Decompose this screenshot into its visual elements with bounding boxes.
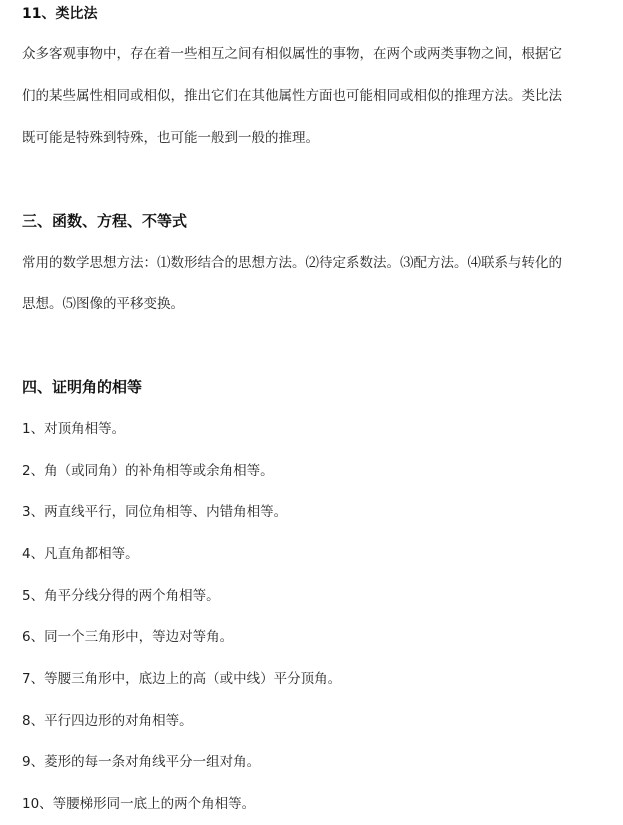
analogy-paragraph-line: 众多客观事物中，存在着一些相互之间有相似属性的事物，在两个或两类事物之间，根据它 [22, 46, 562, 62]
list-item: 2、角（或同角）的补角相等或余角相等。 [22, 463, 274, 479]
list-item: 7、等腰三角形中，底边上的高（或中线）平分顶角。 [22, 671, 342, 687]
list-item: 1、对顶角相等。 [22, 421, 126, 437]
section-heading-angles: 四、证明角的相等 [22, 378, 143, 396]
list-item: 8、平行四边形的对角相等。 [22, 713, 193, 729]
list-item: 6、同一个三角形中，等边对等角。 [22, 629, 234, 645]
list-item: 5、角平分线分得的两个角相等。 [22, 588, 220, 604]
functions-paragraph-line: 常用的数学思想方法：⑴数形结合的思想方法。⑵待定系数法。⑶配方法。⑷联系与转化的 [22, 255, 562, 271]
list-item: 3、两直线平行，同位角相等、内错角相等。 [22, 504, 288, 520]
analogy-paragraph-line: 们的某些属性相同或相似，推出它们在其他属性方面也可能相同或相似的推理方法。类比法 [22, 88, 562, 104]
section-heading-functions: 三、函数、方程、不等式 [22, 212, 188, 230]
list-item: 9、菱形的每一条对角线平分一组对角。 [22, 754, 261, 770]
section-heading-analogy: 11、类比法 [22, 6, 98, 22]
list-item: 10、等腰梯形同一底上的两个角相等。 [22, 796, 256, 812]
list-item: 4、凡直角都相等。 [22, 546, 139, 562]
analogy-paragraph-line: 既可能是特殊到特殊，也可能一般到一般的推理。 [22, 130, 319, 146]
functions-paragraph-line: 思想。⑸图像的平移变换。 [22, 296, 184, 312]
